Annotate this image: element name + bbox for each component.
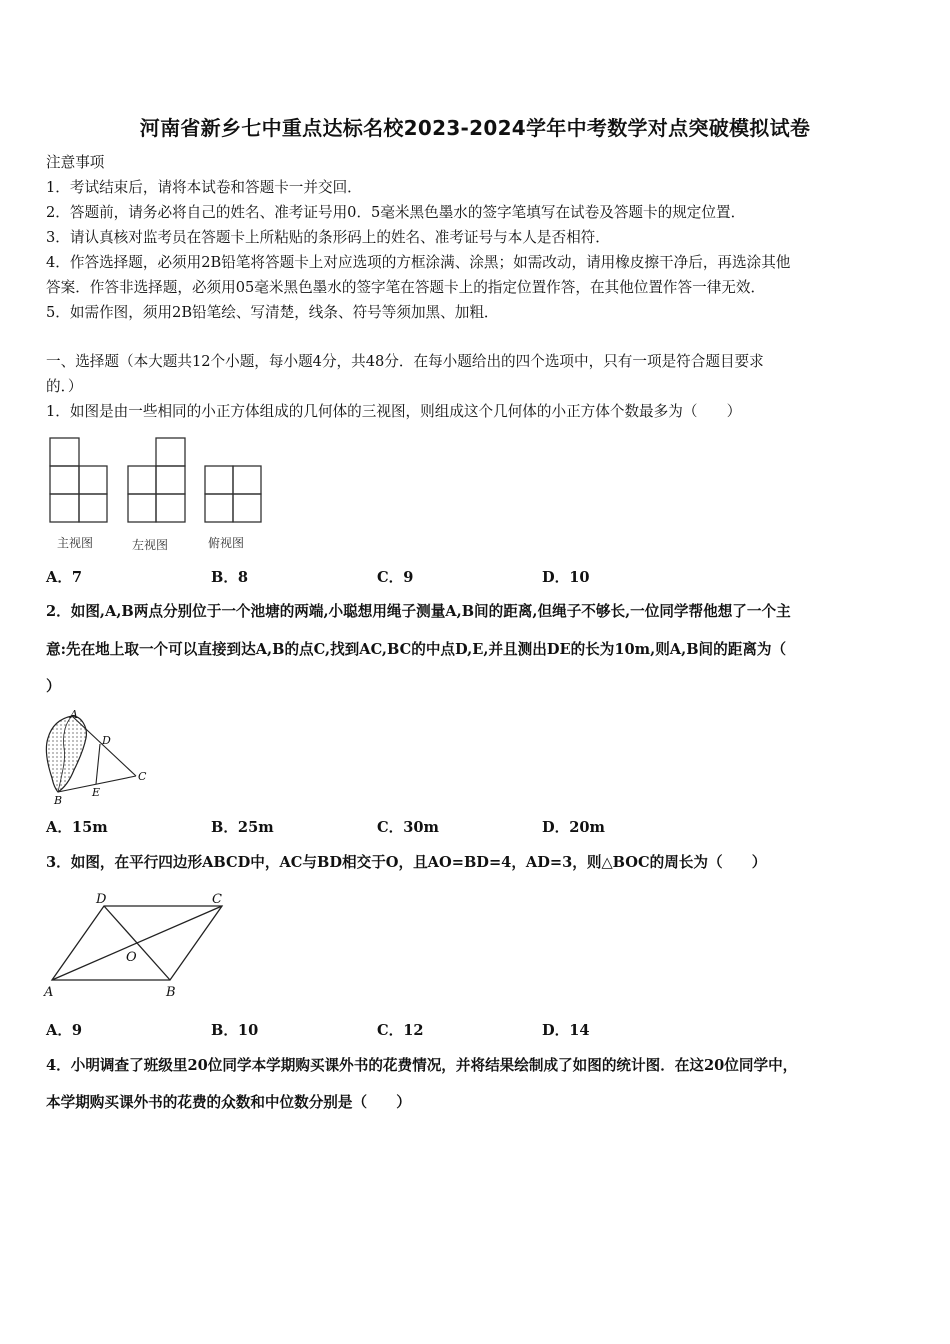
question-2-option-d: D．20m	[542, 819, 605, 836]
question-3-option-c: C．12	[377, 1022, 424, 1039]
question-2-stem-line1: 2．如图,A,B两点分别位于一个池塘的两端,小聪想用绳子测量A,B间的距离,但绳子不够长,一位同学帮他想了一个主	[46, 603, 791, 620]
point-c-label: C	[212, 892, 222, 907]
question-3-option-d: D．14	[542, 1022, 590, 1039]
pond-shape	[46, 716, 86, 792]
question-2-option-b: B．25m	[211, 819, 274, 836]
point-b-label: B	[54, 794, 63, 807]
top-view-label: 俯视图	[208, 536, 245, 550]
left-view-cube	[156, 438, 185, 466]
question-3-stem: 3．如图，在平行四边形ABCD中，AC与BD相交于O，且AO=BD=4，AD=3，则△BOC的周长为（ ）	[46, 854, 767, 871]
point-a-label: A	[44, 985, 54, 1000]
question-1-option-b: B．8	[211, 569, 249, 586]
point-d-label: D	[102, 734, 111, 747]
section-heading: 一、选择题（本大题共12个小题，每小题4分，共48分．在每小题给出的四个选项中，只有一项是符合题目要求	[46, 353, 764, 370]
diagonal-bd	[104, 906, 170, 980]
left-view-cube	[156, 466, 185, 494]
top-view-cube	[205, 466, 233, 494]
top-view-cube	[205, 494, 233, 522]
notice-item-2: 2．答题前，请务必将自己的姓名、准考证号用0．5毫米黑色墨水的签字笔填写在试卷及答题卡的规定位置．	[46, 204, 746, 221]
left-view-cube	[156, 494, 185, 522]
front-view-cube	[50, 438, 79, 466]
front-view-cube	[79, 494, 107, 522]
question-2-option-c: C．30m	[377, 819, 439, 836]
question-1-option-a: A．7	[46, 569, 83, 586]
top-view-cube	[233, 466, 261, 494]
left-view-cube	[128, 466, 156, 494]
point-c-label: C	[138, 770, 147, 783]
front-view-cube	[79, 466, 107, 494]
point-b-label: B	[166, 985, 176, 1000]
point-a-label: A	[70, 708, 78, 721]
question-1-stem: 1．如图是由一些相同的小正方体组成的几何体的三视图，则组成这个几何体的小正方体个数最多为（ ）	[46, 403, 742, 420]
left-view-cube	[128, 494, 156, 522]
left-view-label: 左视图	[132, 538, 169, 552]
notice-item-5: 5．如需作图，须用2B铅笔绘、写清楚，线条、符号等须加黑、加粗．	[46, 304, 499, 321]
notice-item-4-cont: 答案．作答非选择题，必须用05毫米黑色墨水的签字笔在答题卡上的指定位置作答，在其他位置作答一律无效．	[46, 279, 766, 296]
question-1-option-c: C．9	[377, 569, 414, 586]
section-heading-cont: 的．）	[46, 378, 83, 395]
front-view-label: 主视图	[57, 536, 94, 550]
front-view-cube	[50, 494, 79, 522]
question-1-option-d: D．10	[542, 569, 590, 586]
point-e-label: E	[92, 786, 101, 799]
question-3-option-a: A．9	[46, 1022, 83, 1039]
front-view-cube	[50, 466, 79, 494]
question-1-three-views-figure	[44, 432, 266, 556]
top-view-cube	[233, 494, 261, 522]
question-2-stem-line2: 意:先在地上取一个可以直接到达A,B的点C,找到AC,BC的中点D,E,并且测出DE的长为10m,则A,B间的距离为（	[46, 641, 787, 658]
notice-item-3: 3．请认真核对监考员在答题卡上所粘贴的条形码上的姓名、准考证号与本人是否相符．	[46, 229, 610, 246]
point-d-label: D	[96, 892, 107, 907]
question-4-stem-line2: 本学期购买课外书的花费的众数和中位数分别是（ ）	[46, 1094, 411, 1111]
page-title: 河南省新乡七中重点达标名校2023-2024学年中考数学对点突破模拟试卷	[139, 116, 811, 140]
segment-de	[96, 744, 100, 784]
question-4-stem-line1: 4．小明调查了班级里20位同学本学期购买课外书的花费情况，并将结果绘制成了如图的统计图．在这20位同学中，	[46, 1057, 798, 1074]
notice-heading: 注意事项	[46, 154, 105, 171]
question-2-stem-line3: ）	[46, 678, 61, 695]
question-3-parallelogram-figure	[42, 888, 232, 1000]
question-2-option-a: A．15m	[46, 819, 108, 836]
point-o-label: O	[126, 950, 137, 965]
question-3-option-b: B．10	[211, 1022, 259, 1039]
question-2-pond-figure	[40, 708, 155, 808]
notice-item-1: 1．考试结束后，请将本试卷和答题卡一并交回．	[46, 179, 362, 196]
notice-item-4: 4．作答选择题，必须用2B铅笔将答题卡上对应选项的方框涂满、涂黑；如需改动，请用橡皮擦干净后，再选涂其他	[46, 254, 791, 271]
